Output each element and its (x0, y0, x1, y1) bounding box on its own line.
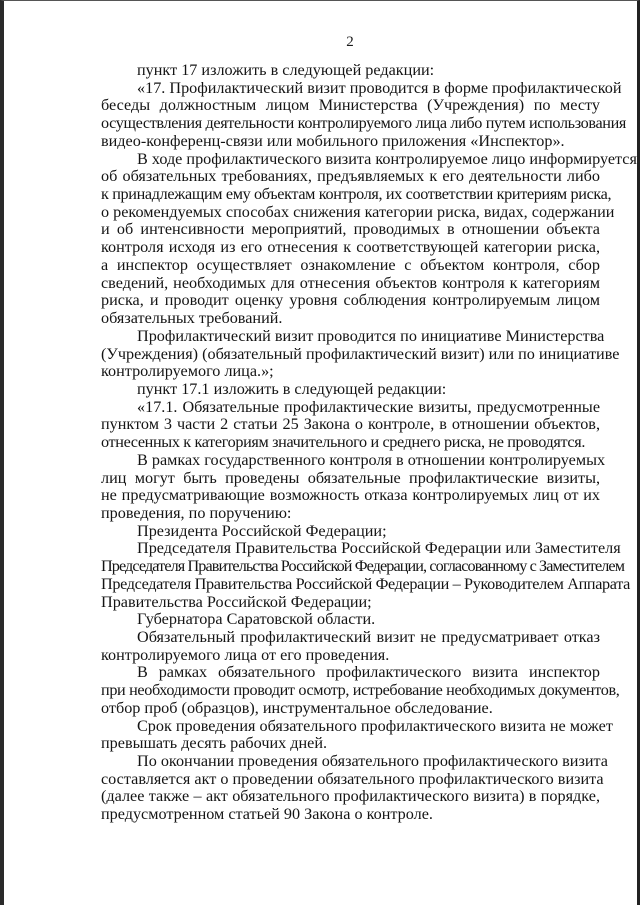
paragraph-line: контролируемого лица от его проведения. (101, 645, 390, 664)
paragraph-line: о рекомендуемых способах снижения категории риска, видах, содержании (101, 202, 615, 221)
paragraph-line: отбор проб (образцов), инструментальное обследование. (101, 698, 493, 717)
paragraph-line: В ходе профилактического визита контролируемое лицо информируется (137, 149, 637, 168)
paragraph-line: лиц могут быть проведены обязательные профилактические визиты, (101, 468, 600, 487)
paragraph-line: Правительства Российской Федерации; (101, 592, 372, 611)
paragraph-line: Президента Российской Федерации; (137, 521, 387, 540)
paragraph-line: пункт 17.1 изложить в следующей редакции: (137, 379, 447, 398)
paragraph-line: не предусматривающие возможность отказа контролируемых лиц от их (101, 486, 600, 505)
paragraph-line: а инспектор осуществляет ознакомление с объектом контроля, сбор (101, 255, 600, 274)
page-number: 2 (346, 34, 354, 50)
paragraph-line: превышать десять рабочих дней. (101, 734, 328, 753)
paragraph-line: По окончании проведения обязательного профилактического визита (137, 752, 608, 771)
paragraph-line: беседы должностным лицом Министерства (Учреждения) по месту (101, 96, 600, 115)
paragraph-line: контролируемого лица.»; (101, 362, 274, 381)
paragraph-line: «17.1. Обязательные профилактические визиты, предусмотренные (137, 397, 600, 416)
paragraph-line: осуществления деятельности контролируемого лица либо путем использования (101, 114, 627, 133)
paragraph-line: пункт 17 изложить в следующей редакции: (137, 61, 435, 79)
paragraph-line: предусмотренном статьей 90 Закона о контроле. (101, 805, 433, 824)
paragraph-line: об обязательных требованиях, предъявляемых к его деятельности либо (101, 167, 600, 186)
paragraph-line: контроля исходя из его отнесения к соответствующей категории риска, (101, 238, 600, 257)
paragraph-line: Профилактический визит проводится по инициативе Министерства (137, 326, 605, 345)
paragraph-line: сведений, необходимых для отнесения объектов контроля к категориям (101, 273, 600, 292)
paragraph-line: проведения, по поручению: (101, 503, 292, 522)
paragraph-line: Губернатора Саратовской области. (137, 610, 376, 629)
paragraph-line: к принадлежащим ему объектам контроля, их соответствии критериям риска, (101, 185, 612, 204)
paragraph-line: «17. Профилактический визит проводится в форме профилактической (137, 78, 622, 97)
paragraph-line: составляется акт о проведении обязательного профилактического визита (101, 769, 604, 788)
paragraph-line: Срок проведения обязательного профилактического визита не может (137, 716, 613, 735)
paragraph-line: Председателя Правительства Российской Федерации, согласованному с Заместителем (101, 557, 625, 576)
paragraph-line: Председателя Правительства Российской Федерации или Заместителя (137, 539, 621, 558)
paragraph-line: отнесенных к категориям значительного и среднего риска, не проводятся. (101, 433, 586, 452)
paragraph-line: Обязательный профилактический визит не предусматривает отказ (137, 628, 600, 646)
paragraph-line: В рамках обязательного профилактического визита инспектор (137, 663, 600, 682)
paragraph-line: обязательных требований. (101, 309, 283, 328)
paragraph-line: (Учреждения) (обязательный профилактический визит) или по инициативе (101, 344, 620, 363)
paragraph-line: пунктом 3 части 2 статьи 25 Закона о контроле, в отношении объектов, (101, 415, 600, 434)
paragraph-line: риска, и проводит оценку уровня соблюдения контролируемым лицом (101, 291, 600, 310)
paragraph-line: (далее также – акт обязательного профилактического визита) в порядке, (101, 787, 600, 806)
paragraph-line: Председателя Правительства Российской Федерации – Руководителем Аппарата (101, 574, 630, 593)
paragraph-line: при необходимости проводит осмотр, истребование необходимых документов, (101, 681, 620, 700)
paragraph-line: видео-конференц-связи или мобильного приложения «Инспектор». (101, 131, 565, 150)
document-body (101, 61, 637, 824)
paragraph-line: и об интенсивности мероприятий, проводимых в отношении объекта (101, 220, 600, 239)
paragraph-line: В рамках государственного контроля в отношении контролируемых (137, 450, 606, 469)
